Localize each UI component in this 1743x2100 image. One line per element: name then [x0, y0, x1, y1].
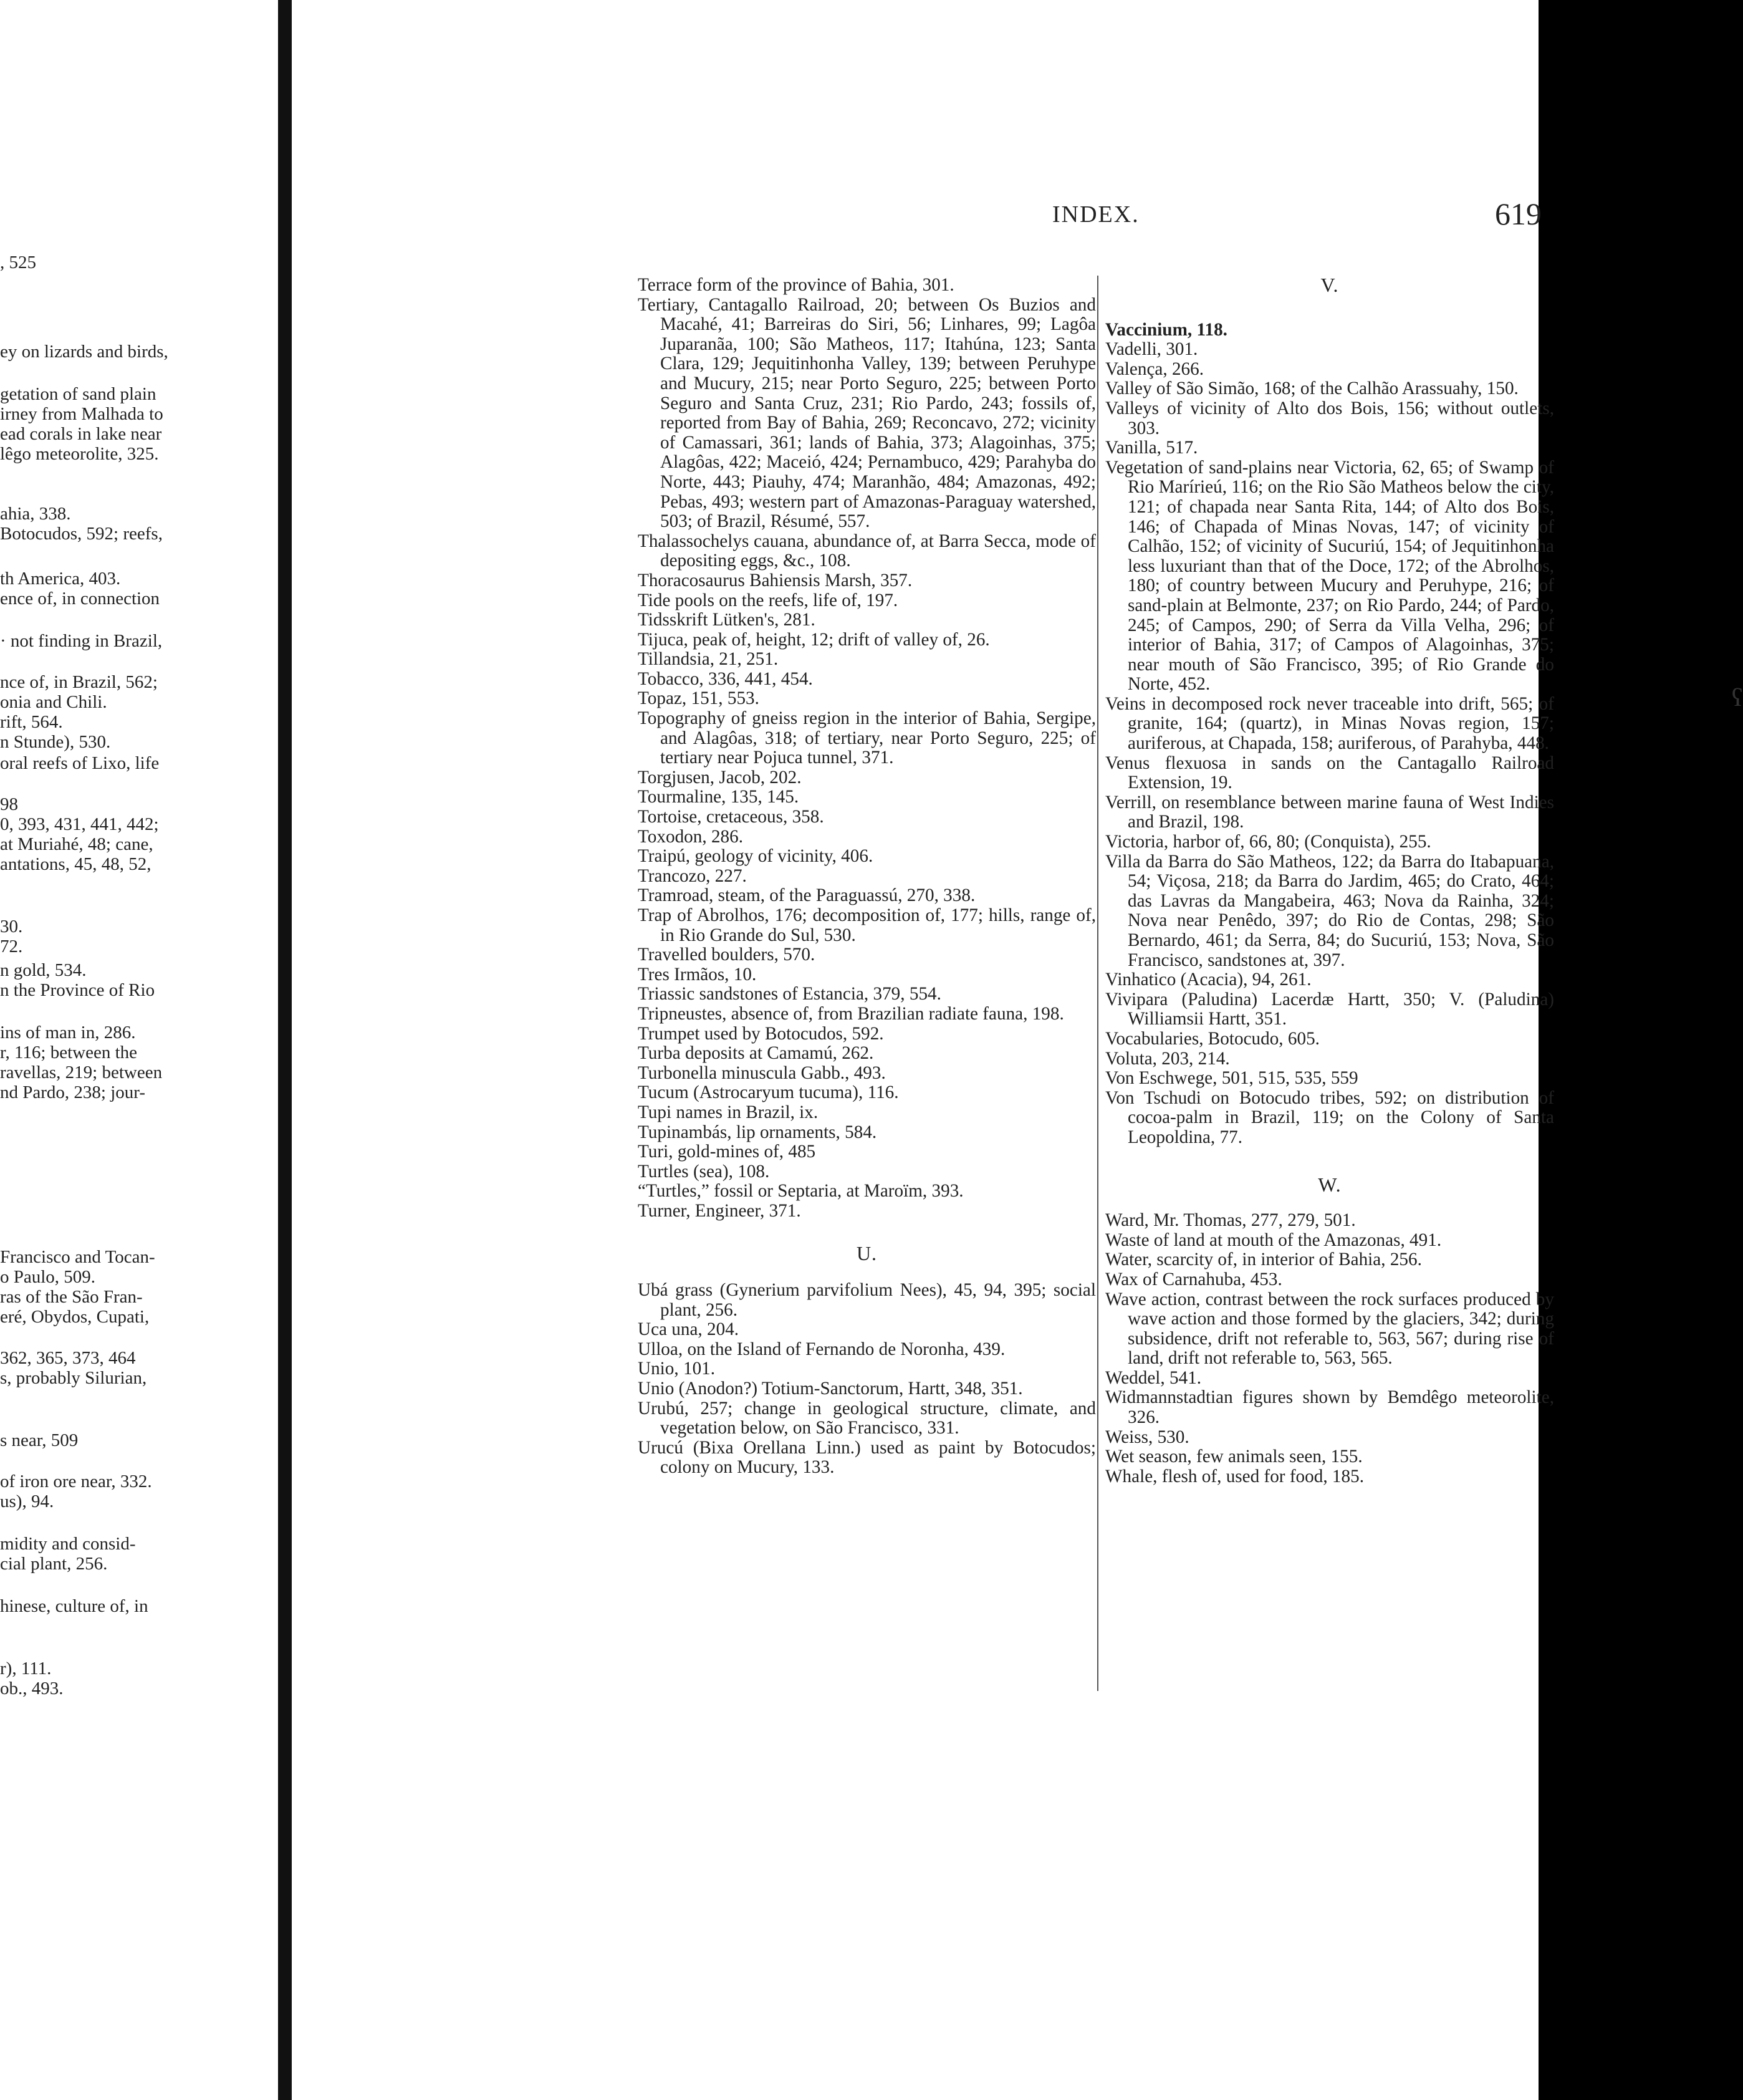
index-entry: Topography of gneiss region in the interior of Bahia, Sergipe, and Alagôas, 318; of tertiary, near Porto Seguro, 225; of tertiary near Pojuca tunnel, 371. [638, 708, 1096, 768]
index-entry: Villa da Barra do São Matheos, 122; da Barra do Itabapuana, 54; Viçosa, 218; da Barra do Jardim, 465; do Crato, 464; das Lavras da Mangabeira, 463; Nova da Rainha, 324; Nova near Penêdo, 397; do Rio de Contas, 298; São Bernardo, 461; da Serra, 84; do Sucuriú, 153; Nova, São Francisco, sandstones at, 397. [1105, 851, 1554, 970]
index-entry: Vinhatico (Acacia), 94, 261. [1105, 970, 1312, 990]
margin-mark: ʕ [1732, 683, 1743, 711]
left-page-line: s, probably Silurian, [0, 1368, 147, 1388]
index-entry: Unio, 101. [638, 1359, 716, 1379]
index-entry: Tramroad, steam, of the Paraguassú, 270, 338. [638, 885, 976, 906]
index-entry: Vanilla, 517. [1105, 438, 1198, 458]
left-page-line: oral reefs of Lixo, life [0, 753, 160, 773]
left-page-line: nce of, in Brazil, 562; [0, 672, 158, 692]
left-page-line: 98 [0, 794, 18, 814]
index-entry: Turba deposits at Camamú, 262. [638, 1043, 874, 1064]
index-entry: Tupinambás, lip ornaments, 584. [638, 1122, 877, 1142]
index-entry: Widmannstadtian figures shown by Bemdêgo meteorolite, 326. [1105, 1387, 1554, 1428]
index-entry: Ubá grass (Gynerium parvifolium Nees), 45, 94, 395; social plant, 256. [638, 1280, 1096, 1320]
left-page-line: r, 116; between the [0, 1043, 138, 1062]
entries-u [638, 1281, 1096, 1478]
left-page-line: ahia, 338. [0, 504, 71, 524]
left-page-line: s near, 509 [0, 1430, 79, 1450]
book-gutter [278, 0, 293, 2100]
index-entry: Tobacco, 336, 441, 454. [638, 668, 813, 689]
page-number: 619 [1495, 196, 1542, 231]
index-entry: Venus flexuosa in sands on the Cantagallo Railroad Extension, 19. [1105, 753, 1554, 793]
index-entry: Thalassochelys cauana, abundance of, at Barra Secca, mode of depositing eggs, &c., 108. [638, 531, 1096, 571]
index-entry: Turtles (sea), 108. [638, 1161, 770, 1182]
section-letter-v: V. [1320, 274, 1339, 296]
left-page-line: at Muriahé, 48; cane, [0, 834, 153, 854]
entries-v [1105, 320, 1554, 1148]
index-entry: Vadelli, 301. [1105, 339, 1198, 360]
left-page-line: ravellas, 219; between [0, 1062, 163, 1082]
index-entry: Toxodon, 286. [638, 826, 744, 847]
index-entry: Weiss, 530. [1105, 1427, 1189, 1447]
index-entry: Von Eschwege, 501, 515, 535, 559 [1105, 1068, 1358, 1089]
index-entry: Torgjusen, Jacob, 202. [638, 767, 802, 788]
index-entry: Vocabularies, Botocudo, 605. [1105, 1028, 1320, 1049]
index-entry: Victoria, harbor of, 66, 80; (Conquista), 255. [1105, 832, 1431, 852]
left-page-line: Botocudos, 592; reefs, [0, 524, 163, 544]
left-page-line: midity and consid- [0, 1534, 136, 1554]
index-entry: Uca una, 204. [638, 1319, 739, 1340]
left-page-line: rift, 564. [0, 712, 63, 732]
left-page-line: n the Province of Rio [0, 980, 155, 1000]
index-entry: Trancozo, 227. [638, 865, 747, 886]
index-entry: Valley of São Simão, 168; of the Calhão Arassuahy, 150. [1105, 378, 1519, 399]
left-page-line: , 525 [0, 253, 36, 272]
index-page [292, 0, 1743, 2100]
left-page-line: r), 111. [0, 1659, 52, 1679]
index-entry: Whale, flesh of, used for food, 185. [1105, 1466, 1364, 1486]
index-entry: Water, scarcity of, in interior of Bahia, 256. [1105, 1250, 1422, 1270]
left-page-line: ey on lizards and birds, [0, 342, 168, 362]
left-page-line: hinese, culture of, in [0, 1596, 148, 1616]
left-page-line: ras of the São Fran- [0, 1287, 143, 1307]
left-page-line: 72. [0, 937, 23, 956]
left-page-line: antations, 45, 48, 52, [0, 854, 151, 874]
index-entry: Traipú, geology of vicinity, 406. [638, 846, 873, 867]
left-page-line: cial plant, 256. [0, 1554, 108, 1574]
index-column-left [638, 276, 1096, 1478]
index-entry: Unio (Anodon?) Totium-Sanctorum, Hartt, 348, 351. [638, 1379, 1023, 1399]
index-entry: Topaz, 151, 553. [638, 688, 759, 709]
index-entry: Valleys of vicinity of Alto dos Bois, 156; without outlets, 303. [1105, 398, 1554, 438]
index-entry: Verrill, on resemblance between marine fauna of West Indies and Brazil, 198. [1105, 792, 1554, 832]
index-entry: Travelled boulders, 570. [638, 945, 815, 965]
index-entry: Valença, 266. [1105, 359, 1204, 379]
left-page-line: ead corals in lake near [0, 424, 162, 444]
index-entry: Von Tschudi on Botocudo tribes, 592; on distribution of cocoa-palm in Brazil, 119; on the Colony of Santa Leopoldina, 77. [1105, 1087, 1554, 1147]
entries-w [1105, 1211, 1554, 1486]
entries-t [638, 276, 1096, 1221]
section-letter-u: U. [856, 1241, 878, 1264]
left-page-line: onia and Chili. [0, 692, 107, 712]
index-entry: Vaccinium, 118. [1105, 319, 1227, 340]
index-entry: Tripneustes, absence of, from Brazilian radiate fauna, 198. [638, 1003, 1064, 1024]
left-page-line: lêgo meteorolite, 325. [0, 444, 159, 464]
left-page-line: ins of man in, 286. [0, 1023, 136, 1043]
index-entry: Wet season, few animals seen, 155. [1105, 1447, 1363, 1467]
index-entry: Urubú, 257; change in geological structure, climate, and vegetation below, on São Francisco, 331. [638, 1398, 1096, 1438]
index-entry: Thoracosaurus Bahiensis Marsh, 357. [638, 570, 913, 590]
index-entry: Tucum (Astrocaryum tucuma), 116. [638, 1082, 899, 1103]
index-entry: Veins in decomposed rock never traceable into drift, 565; of granite, 164; (quartz), in Minas Novas region, 157; auriferous, at Chapada, 158; auriferous, of Parahyba, 448. [1105, 693, 1554, 754]
index-entry: Terrace form of the province of Bahia, 301. [638, 275, 954, 295]
index-entry: Vegetation of sand-plains near Victoria, 62, 65; of Swamp of Rio Marírieú, 116; on the Rio São Matheos below the city, 121; of chapada near Santa Rita, 144; of Alto dos Bois, 146; of Chapada of Minas Novas, 147; of vicinity of Calhão, 152; of vicinity of Sucuriú, 154; of Jequitinhonha less luxuriant than that of the Doce, 172; of the Abrolhos, 180; of country between Mucury and Peruhype, 216; of sand-plain at Belmonte, 237; on Rio Pardo, 244; of Pardo, 245; of Campos, 290; of Serra da Villa Velha, 296; of interior of Bahia, 317; of Campos of Alagoinhas, 375; near mouth of São Francisco, 395; of Rio Grande do Norte, 452. [1105, 457, 1554, 695]
index-entry: Tertiary, Cantagallo Railroad, 20; between Os Buzios and Macahé, 41; Barreiras do Siri, 56; Linhares, 99; Lagôa Juparanãa, 100; São Matheos, 117; Itahúna, 123; Santa Clara, 129; Jequitinhonha Valley, 139; between Peruhype and Mucury, 215; near Porto Seguro, 225; between Porto Seguro and Santa Cruz, 231; Rio Pardo, 243; fossils of, reported from Bay of Bahia, 269; Reconcavo, 272; vicinity of Camassari, 361; lands of Bahia, 373; Alagoinhas, 375; Alagôas, 422; Maceió, 424; Pernambuco, 429; Parahyba do Norte, 443; Piauhy, 474; Maranhão, 484; Amazonas, 492; Pebas, 493; western part of Amazonas-Paraguay watershed, 503; of Brazil, Résumé, 557. [638, 294, 1096, 532]
index-entry: Tijuca, peak of, height, 12; drift of valley of, 26. [638, 629, 990, 650]
left-page-line: 362, 365, 373, 464 [0, 1348, 136, 1368]
left-page-line: n gold, 534. [0, 960, 87, 980]
index-entry: Tourmaline, 135, 145. [638, 787, 799, 807]
left-page-line: us), 94. [0, 1491, 54, 1511]
left-page-line: Francisco and Tocan- [0, 1247, 155, 1267]
running-header: INDEX. [1052, 201, 1140, 228]
index-entry: Tortoise, cretaceous, 358. [638, 807, 824, 827]
index-entry: Voluta, 203, 214. [1105, 1048, 1230, 1069]
left-page-line: o Paulo, 509. [0, 1267, 96, 1287]
index-entry: Triassic sandstones of Estancia, 379, 554. [638, 984, 941, 1004]
column-divider [1097, 276, 1098, 1691]
index-entry: Waste of land at mouth of the Amazonas, 491. [1105, 1230, 1442, 1250]
left-page-line: · not finding in Brazil, [0, 631, 163, 651]
index-column-right [1105, 276, 1554, 1486]
index-entry: Tidsskrift Lütken's, 281. [638, 610, 815, 630]
index-entry: Tupi names in Brazil, ix. [638, 1102, 819, 1122]
left-page-line: ence of, in connection [0, 589, 160, 609]
left-page-line: th America, 403. [0, 569, 121, 589]
index-entry: Wave action, contrast between the rock surfaces produced by wave action and those formed by the glaciers, 342; during subsidence, drift not referable to, 563, 567; during rise of land, drift not referable to, 563, 565. [1105, 1289, 1554, 1369]
index-entry: Ward, Mr. Thomas, 277, 279, 501. [1105, 1210, 1356, 1231]
left-page-line: getation of sand plain [0, 384, 156, 404]
index-entry: Turbonella minuscula Gabb., 493. [638, 1062, 886, 1083]
index-entry: Tillandsia, 21, 251. [638, 649, 779, 670]
index-entry: Turi, gold-mines of, 485 [638, 1142, 816, 1162]
left-page-line: irney from Malhada to [0, 404, 163, 424]
index-entry: Turner, Engineer, 371. [638, 1200, 801, 1221]
index-entry: Urucú (Bixa Orellana Linn.) used as paint by Botocudos; colony on Mucury, 133. [638, 1437, 1096, 1478]
index-entry: Tide pools on the reefs, life of, 197. [638, 590, 898, 610]
index-entry: Trumpet used by Botocudos, 592. [638, 1023, 884, 1044]
index-entry: Trap of Abrolhos, 176; decomposition of, 177; hills, range of, in Rio Grande do Sul, 530. [638, 905, 1096, 945]
left-page-line: 30. [0, 917, 23, 937]
left-page-line: eré, Obydos, Cupati, [0, 1307, 150, 1327]
left-page-line: n Stunde), 530. [0, 732, 111, 752]
index-entry: Ulloa, on the Island of Fernando de Noronha, 439. [638, 1339, 1006, 1359]
section-letter-w: W. [1318, 1173, 1342, 1196]
index-entry: “Turtles,” fossil or Septaria, at Maroïm, 393. [638, 1181, 964, 1202]
left-page-line: ob., 493. [0, 1679, 64, 1698]
index-entry: Weddel, 541. [1105, 1367, 1202, 1388]
left-page-fragment [0, 0, 281, 2100]
left-page-line: 0, 393, 431, 441, 442; [0, 814, 159, 834]
left-page-line: of iron ore near, 332. [0, 1471, 152, 1491]
left-page-line: nd Pardo, 238; jour- [0, 1082, 146, 1102]
index-entry: Tres Irmãos, 10. [638, 964, 757, 985]
index-entry: Wax of Carnahuba, 453. [1105, 1269, 1282, 1289]
index-entry: Vivipara (Paludina) Lacerdæ Hartt, 350; V. (Paludina) Williamsii Hartt, 351. [1105, 989, 1554, 1029]
